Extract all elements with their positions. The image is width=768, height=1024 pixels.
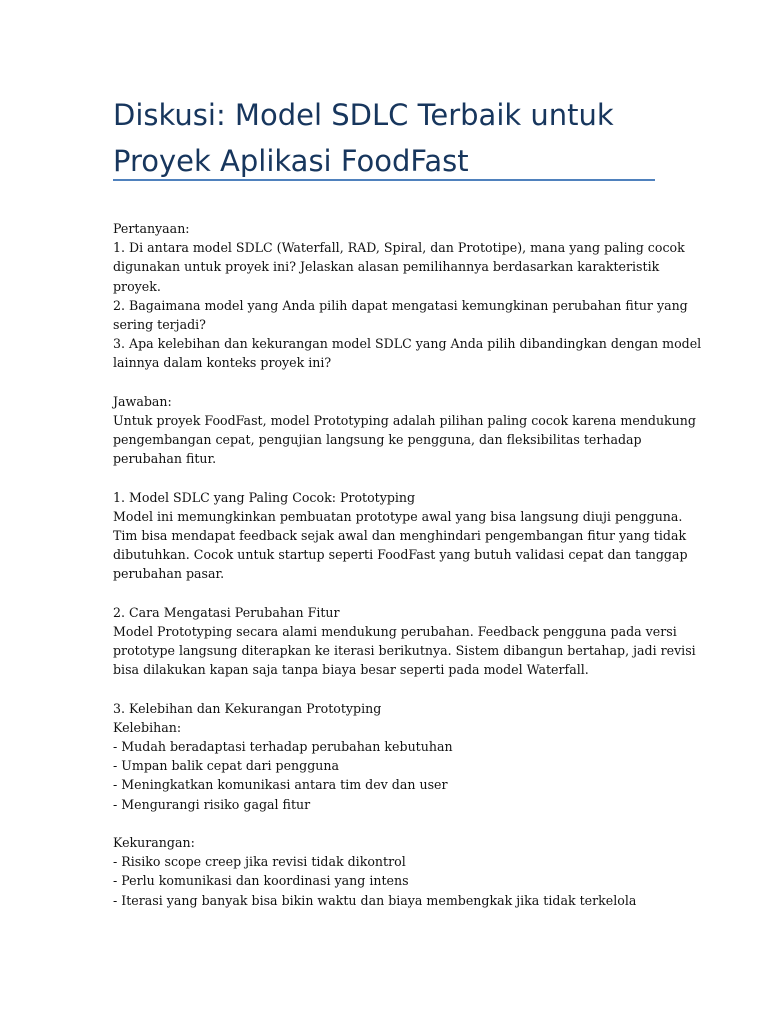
question-1-line: proyek. <box>113 278 161 294</box>
question-2-line: sering terjadi? <box>113 316 206 332</box>
pros-item: - Mudah beradaptasi terhadap perubahan kebutuhan <box>113 739 453 755</box>
section-2 <box>113 603 696 680</box>
cons-heading: Kekurangan: <box>113 835 195 850</box>
section-2-line: prototype langsung diterapkan ke iterasi berikutnya. Sistem dibangun bertahap, jadi revisi <box>113 643 696 659</box>
question-2-line: 2. Bagaimana model yang Anda pilih dapat mengatasi kemungkinan perubahan fitur yang <box>113 297 688 313</box>
section-3-heading: 3. Kelebihan dan Kekurangan Prototyping <box>113 700 382 716</box>
cons-item: - Risiko scope creep jika revisi tidak dikontrol <box>113 854 406 870</box>
blank-line <box>113 584 655 603</box>
question-1-line: digunakan untuk proyek ini? Jelaskan alasan pemilihannya berdasarkan karakteristik <box>113 259 660 275</box>
pros-item: - Umpan balik cepat dari pengguna <box>113 758 339 774</box>
question-3-line: 3. Apa kelebihan dan kekurangan model SDLC yang Anda pilih dibandingkan dengan model <box>113 336 702 352</box>
answer-section <box>113 392 696 469</box>
section-1-line: Tim bisa mendapat feedback sejak awal dan menghindari pengembangan fitur yang tidak <box>113 528 687 543</box>
cons-item: - Perlu komunikasi dan koordinasi yang intens <box>113 873 409 889</box>
section-1 <box>113 488 688 584</box>
title-underline <box>113 179 655 181</box>
section-1-heading: 1. Model SDLC yang Paling Cocok: Prototyping <box>113 489 416 505</box>
question-3-line: lainnya dalam konteks proyek ini? <box>113 355 332 371</box>
pros-item: - Mengurangi risiko gagal fitur <box>113 796 311 812</box>
document-title <box>113 92 673 184</box>
section-2-heading: 2. Cara Mengatasi Perubahan Fitur <box>113 604 340 620</box>
section-1-line: Model ini memungkinkan pembuatan prototype awal yang bisa langsung diuji pengguna. <box>113 508 683 524</box>
answer-intro-line: pengembangan cepat, pengujian langsung ke pengguna, dan fleksibilitas terhadap <box>113 432 642 448</box>
answer-heading: Jawaban: <box>113 393 172 409</box>
answer-intro-line: perubahan fitur. <box>113 451 217 467</box>
title-line: Diskusi: Model SDLC Terbaik untuk <box>113 98 614 132</box>
section-3 <box>113 699 655 910</box>
section-2-line: Model Prototyping secara alami mendukung perubahan. Feedback pengguna pada versi <box>113 623 677 639</box>
answer-intro-line: Untuk proyek FoodFast, model Prototyping adalah pilihan paling cocok karena mendukung <box>113 412 696 428</box>
blank-line <box>113 814 655 833</box>
pros-heading: Kelebihan: <box>113 719 182 735</box>
blank-line <box>113 680 655 699</box>
document-body <box>113 219 702 910</box>
pros-item: - Meningkatkan komunikasi antara tim dev dan user <box>113 777 448 793</box>
section-1-line: perubahan pasar. <box>113 566 225 582</box>
question-1-line: 1. Di antara model SDLC (Waterfall, RAD, Spiral, dan Prototipe), mana yang paling cocok <box>113 240 685 256</box>
questions-heading: Pertanyaan: <box>113 221 190 236</box>
blank-line <box>113 373 655 392</box>
questions-section <box>113 219 702 373</box>
cons-item: - Iterasi yang banyak bisa bikin waktu dan biaya membengkak jika tidak terkelola <box>113 892 637 908</box>
title-line: Proyek Aplikasi FoodFast <box>113 144 469 178</box>
section-2-line: bisa dilakukan kapan saja tanpa biaya besar seperti pada model Waterfall. <box>113 662 589 678</box>
section-1-line: dibutuhkan. Cocok untuk startup seperti FoodFast yang butuh validasi cepat dan tanggap <box>113 547 688 563</box>
blank-line <box>113 468 655 487</box>
